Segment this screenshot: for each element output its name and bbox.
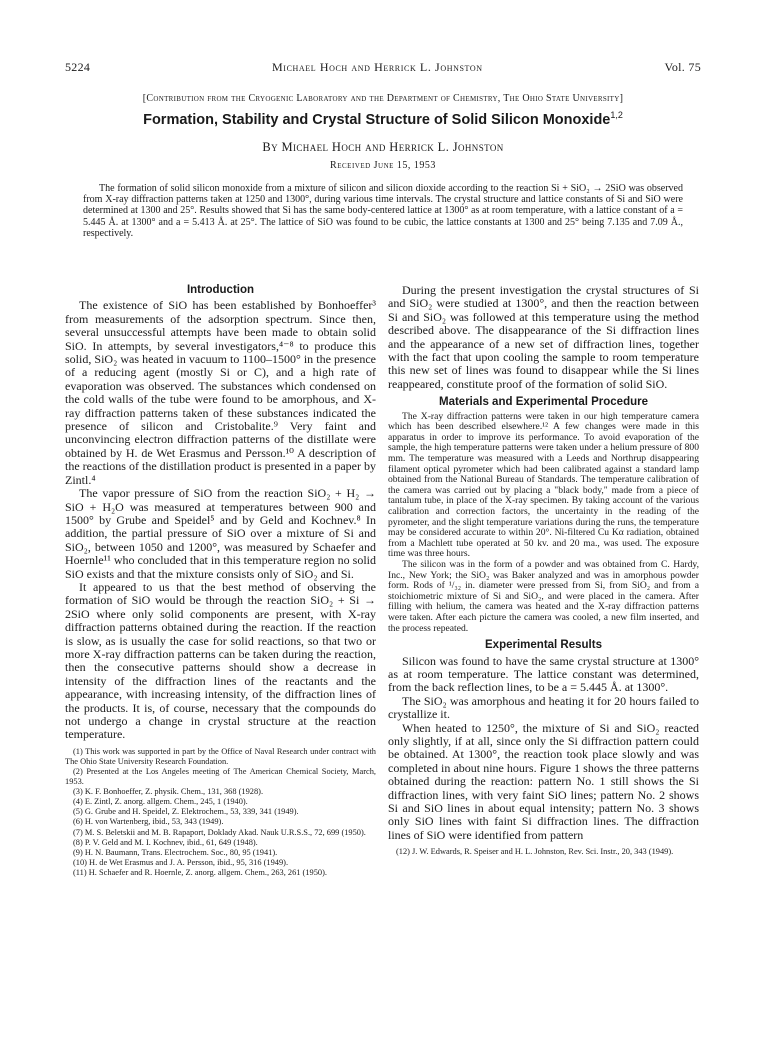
footnote: (7) M. S. Beletskii and M. B. Rapaport, Doklady Akad. Nauk U.R.S.S., 72, 699 (1950). [73,827,366,837]
page-number: 5224 [65,60,91,74]
volume-number: Vol. 75 [664,60,701,74]
footnotes-right [388,847,699,857]
footnote: (8) P. V. Geld and M. I. Kochnev, ibid., 61, 649 (1948). [73,837,258,847]
intro-paragraph: The existence of SiO has been established by Bonhoeffer³ from measurements of the adsorption spectrum. Since then, several unsuccessful attempts have been made to obtain solid SiO. In attempts, by several investigators,⁴⁻⁸ to produce this solid, SiO₂ was heated in vacuum to 1100–1500° in the presence of a reducing agent (mostly Si or C), and a high rate of evaporation was observed. The substances which condensed on the cold walls of the tube were found to be amorphous, and X-ray diffraction patterns taken of these substances indicated the presence of silicon and Cristobalite.⁹ Very faint and unconvincing electron diffraction patterns of the distillate were obtained by H. de Wet Erasmus and Persson.¹⁰ A description of the reactions of the distillation product is presented in a paper by Zintl.⁴ [65,298,376,487]
affiliation: [Contribution from the Cryogenic Laboratory and the Department of Chemistry, The Ohio State University] [142,93,624,104]
results-paragraph: Silicon was found to have the same crystal structure at 1300° as at room temperature. The lattice constant was determined, from the back reflection lines, to be a = 5.445 Å. at 1300°. [388,653,699,695]
intro-paragraph: It appeared to us that the best method of observing the formation of SiO would be through the reaction SiO₂ + Si → 2SiO where only solid components are present, with X-ray diffraction patterns obtained during the reaction. If the reaction is slow, as is usually the case for solid reactions, so that two or more X-ray diffraction patterns can be taken during the reaction, then the consecutive patterns should show a decrease in intensity of the diffraction lines of the reactants and the appearance, with increasing intensity, of the diffraction lines of the products. It is, of course, necessary that the compounds do not undergo a change in crystal structure at the reaction temperature. [65,579,376,742]
received-date: Received June 15, 1953 [330,160,436,171]
materials-paragraph: The X-ray diffraction patterns were taken in our high temperature camera which has been described elsewhere.¹² A few changes were made in this apparatus in order to improve its performance. To avoid evaporation of the sample, the high temperature patterns were taken under a helium pressure of 800 mm. The temperature was measured with a Leeds and Northrup disappearing filament optical pyrometer which had been calibrated against a standard lamp obtained from the National Bureau of Standards. The temperature calibration of the camera was carried out by placing a "black body," made from a piece of tantalum tube, in place of the X-ray specimen. By taking account of the various calibration and correction factors, the uncertainty in the reading of the pyrometer, and the slight temperature variations during the runs, the temperature may be considered accurate to within 20°. Ni-filtered Cu Kα radiation, obtained from a Machlett tube operated at 50 kv. and 20 ma., was used. The exposure time was three hours. [388,410,699,560]
running-authors: Michael Hoch and Herrick L. Johnston [272,60,483,74]
materials-heading: Materials and Experimental Procedure [439,396,648,409]
left-column [65,284,376,878]
abstract: The formation of solid silicon monoxide from a mixture of silicon and silicon dioxide according to the reaction Si + SiO₂ → 2SiO was observed from X-ray diffraction patterns taken at 1250 and 1300°, during various time intervals. The crystal structure and lattice constants of Si and SiO were determined at 1300 and 25°. Results showed that Si has the same body-centered lattice at 1300° as at room temperature, with a lattice constant of a = 5.445 Å. at 1300° and a = 5.413 Å. at 25°. The lattice of SiO was found to be cubic, the lattice constants at 1300 and 25° being 7.135 and 7.09 Å., respectively. [83,183,683,239]
footnote: (2) Presented at the Los Angeles meeting of The American Chemical Society, March, 1953. [65,767,376,787]
running-header [65,60,701,75]
materials-paragraph: The silicon was in the form of a powder and was obtained from C. Hardy, Inc., New York; the SiO₂ was Baker analyzed and was in amorphous powder form. Rods of ¹/₃₂ in. diameter were pressed from Si, from SiO₂ and from a stoichiometric mixture of Si and SiO₂, and were placed in the camera. After filling with helium, the camera was heated and the X-ray diffraction patterns were taken. After each picture the camera was cooled, a new film inserted, and the process repeated. [388,558,699,634]
footnote: (10) H. de Wet Erasmus and J. A. Persson, ibid., 95, 316 (1949). [73,857,289,867]
paper-title-text: Formation, Stability and Crystal Structure of Solid Silicon Monoxide [143,111,611,128]
footnote: (3) K. F. Bonhoeffer, Z. physik. Chem., 131, 368 (1928). [73,787,264,797]
intro-continuation: During the present investigation the crystal structures of Si and SiO₂ were studied at 1300°, and then the reaction between Si and SiO₂ was followed at this temperature using the method described above. The disappearance of the Si diffraction lines and the appearance of a new set of diffraction lines, together with the fact that upon cooling the sample to room temperature this new set of lines was found to disappear while the Si lines reappeared, constitute proof of the formation of solid SiO. [388,283,699,391]
footnote: (12) J. W. Edwards, R. Speiser and H. L. Johnston, Rev. Sci. Instr., 20, 343 (1949). [396,847,674,857]
footnote: (11) H. Schaefer and R. Hoernle, Z. anorg. allgem. Chem., 263, 261 (1950). [73,867,327,877]
results-paragraph: The SiO₂ was amorphous and heating it for 20 hours failed to crystallize it. [388,693,699,722]
footnotes [65,747,376,878]
introduction-heading: Introduction [186,284,255,296]
right-column [388,284,699,857]
paper-title [40,110,726,128]
results-paragraph: When heated to 1250°, the mixture of Si and SiO₂ reacted only slightly, if at all, since only the Si diffraction pattern could be obtained. At 1300°, the reaction took place slowly and was completed in about nine hours. Figure 1 shows the three patterns obtained during the reaction: pattern No. 1 still shows the Si diffraction lines, with very faint SiO lines; pattern No. 2 shows Si and SiO lines in about equal intensity; pattern No. 3 shows only SiO lines with faint Si diffraction lines. The diffraction lines of SiO were identified from pattern [388,720,699,842]
intro-paragraph: The vapor pressure of SiO from the reaction SiO₂ + H₂ → SiO + H₂O was measured at temperatures between 900 and 1500° by Grube and Speidel⁵ and by Geld and Kochnev.⁸ In addition, the partial pressure of SiO over a mixture of Si and SiO₂, between 1050 and 1200°, was measured by Schaefer and Hoernle¹¹ who concluded that in this temperature region no solid SiO exists and that the mixture consists only of SiO₂ and Si. [65,486,376,581]
footnote: (1) This work was supported in part by the Office of Naval Research under contract with The Ohio State University Research Foundation. [65,746,376,766]
author-line: By Michael Hoch and Herrick L. Johnston [262,140,504,154]
footnote: (4) E. Zintl, Z. anorg. allgem. Chem., 245, 1 (1940). [73,797,248,807]
title-footnote-refs: 1,2 [610,110,623,120]
footnote: (9) H. N. Baumann, Trans. Electrochem. Soc., 80, 95 (1941). [73,847,278,857]
footnote: (5) G. Grube and H. Speidel, Z. Elektrochem., 53, 339, 341 (1949). [73,807,299,817]
footnote: (6) H. von Wartenberg, ibid., 53, 343 (1949). [73,817,224,827]
results-heading: Experimental Results [485,639,602,652]
